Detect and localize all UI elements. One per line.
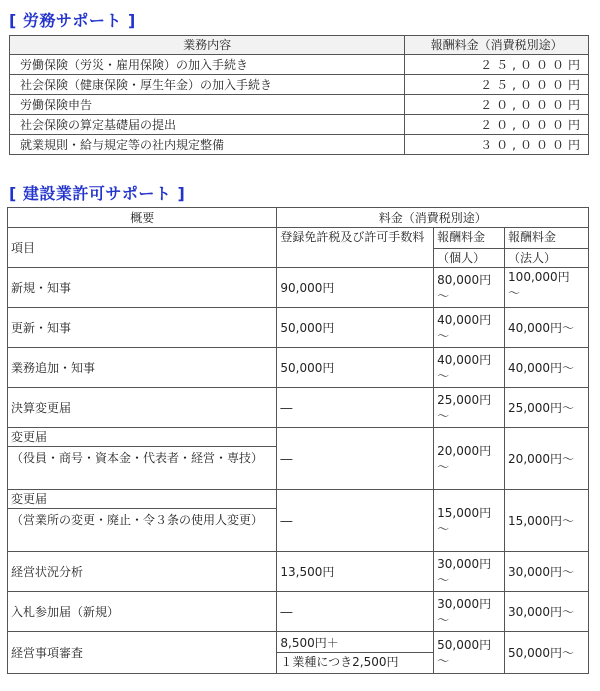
individual-fee: 50,000円 ～ <box>434 632 505 674</box>
license-fee: ― <box>277 388 434 428</box>
labor-fee-table <box>9 35 589 155</box>
table-row <box>8 490 589 552</box>
corporate-fee: 100,000円 ～ <box>505 268 589 308</box>
corporate-fee: 50,000円～ <box>505 632 589 674</box>
column-header-individual <box>434 228 505 268</box>
table-row <box>10 75 589 95</box>
corporate-fee: 30,000円～ <box>505 552 589 592</box>
table-row <box>8 552 589 592</box>
corporate-fee: 25,000円～ <box>505 388 589 428</box>
service-name: 労働保険申告 <box>10 95 405 115</box>
service-price: ２０,０００円 <box>405 95 589 115</box>
column-header-fee: 料金（消費税別途） <box>277 208 589 228</box>
table-row <box>10 55 589 75</box>
item-name: 決算変更届 <box>8 388 277 428</box>
individual-fee: 80,000円 ～ <box>434 268 505 308</box>
table-row <box>8 308 589 348</box>
item-name: 更新・知事 <box>8 308 277 348</box>
table-header-row <box>10 36 589 55</box>
table-row <box>8 268 589 308</box>
table-row <box>10 115 589 135</box>
license-fee: 13,500円 <box>277 552 434 592</box>
column-header-corporate <box>505 228 589 268</box>
table-row <box>10 95 589 115</box>
service-price: ３０,０００円 <box>405 135 589 155</box>
corporate-sub-label: （法人） <box>508 251 557 265</box>
license-fee: 90,000円 <box>277 268 434 308</box>
table-row <box>8 348 589 388</box>
license-fee: ― <box>277 428 434 490</box>
column-header-service: 業務内容 <box>10 36 405 55</box>
item-name: 入札参加届（新規） <box>8 592 277 632</box>
individual-fee: 40,000円 ～ <box>434 308 505 348</box>
column-header-fee: 報酬料金（消費税別途） <box>405 36 589 55</box>
service-price: ２５,０００円 <box>405 55 589 75</box>
item-name: 経営状況分析 <box>8 552 277 592</box>
license-fee: ― <box>277 592 434 632</box>
corporate-fee: 40,000円～ <box>505 308 589 348</box>
construction-fee-table <box>7 207 589 674</box>
item-name: 変更届 （営業所の変更・廃止・令３条の使用人変更） <box>8 490 277 552</box>
corporate-fee: 15,000円～ <box>505 490 589 552</box>
table-row <box>8 592 589 632</box>
license-fee: ― <box>277 490 434 552</box>
individual-fee: 15,000円 ～ <box>434 490 505 552</box>
license-fee: 8,500円＋ １業種につき2,500円 <box>277 632 434 674</box>
individual-fee: 25,000円 ～ <box>434 388 505 428</box>
corporate-label: 報酬料金 <box>505 228 588 249</box>
service-name: 社会保険の算定基礎届の提出 <box>10 115 405 135</box>
individual-fee: 20,000円 ～ <box>434 428 505 490</box>
individual-sub-label: （個人） <box>437 251 486 265</box>
item-name: 新規・知事 <box>8 268 277 308</box>
individual-fee: 30,000円 ～ <box>434 592 505 632</box>
item-name: 変更届 （役員・商号・資本金・代表者・経営・専技） <box>8 428 277 490</box>
corporate-fee: 40,000円～ <box>505 348 589 388</box>
license-fee: 50,000円 <box>277 308 434 348</box>
corporate-fee: 20,000円～ <box>505 428 589 490</box>
table-row <box>8 632 589 674</box>
table-header-row <box>8 208 589 228</box>
item-name: 業務追加・知事 <box>8 348 277 388</box>
individual-label: 報酬料金 <box>434 228 504 249</box>
service-price: ２０,０００円 <box>405 115 589 135</box>
service-name: 労働保険（労災・雇用保険）の加入手続き <box>10 55 405 75</box>
table-row <box>8 388 589 428</box>
table-subheader-row <box>8 228 589 268</box>
column-header-license-tax: 登録免許税及び許可手数料 <box>277 228 434 268</box>
column-header-overview: 概要 <box>8 208 277 228</box>
individual-fee: 40,000円 ～ <box>434 348 505 388</box>
license-fee: 50,000円 <box>277 348 434 388</box>
column-header-item: 項目 <box>8 228 277 268</box>
service-name: 社会保険（健康保険・厚生年金）の加入手続き <box>10 75 405 95</box>
table-row <box>8 428 589 490</box>
service-name: 就業規則・給与規定等の社内規定整備 <box>10 135 405 155</box>
table-row <box>10 135 589 155</box>
service-price: ２５,０００円 <box>405 75 589 95</box>
corporate-fee: 30,000円～ <box>505 592 589 632</box>
individual-fee: 30,000円 ～ <box>434 552 505 592</box>
item-name: 経営事項審査 <box>8 632 277 674</box>
construction-section-title: [ 建設業許可サポート ] <box>9 184 186 203</box>
labor-section-title: [ 労務サポート ] <box>9 11 136 30</box>
